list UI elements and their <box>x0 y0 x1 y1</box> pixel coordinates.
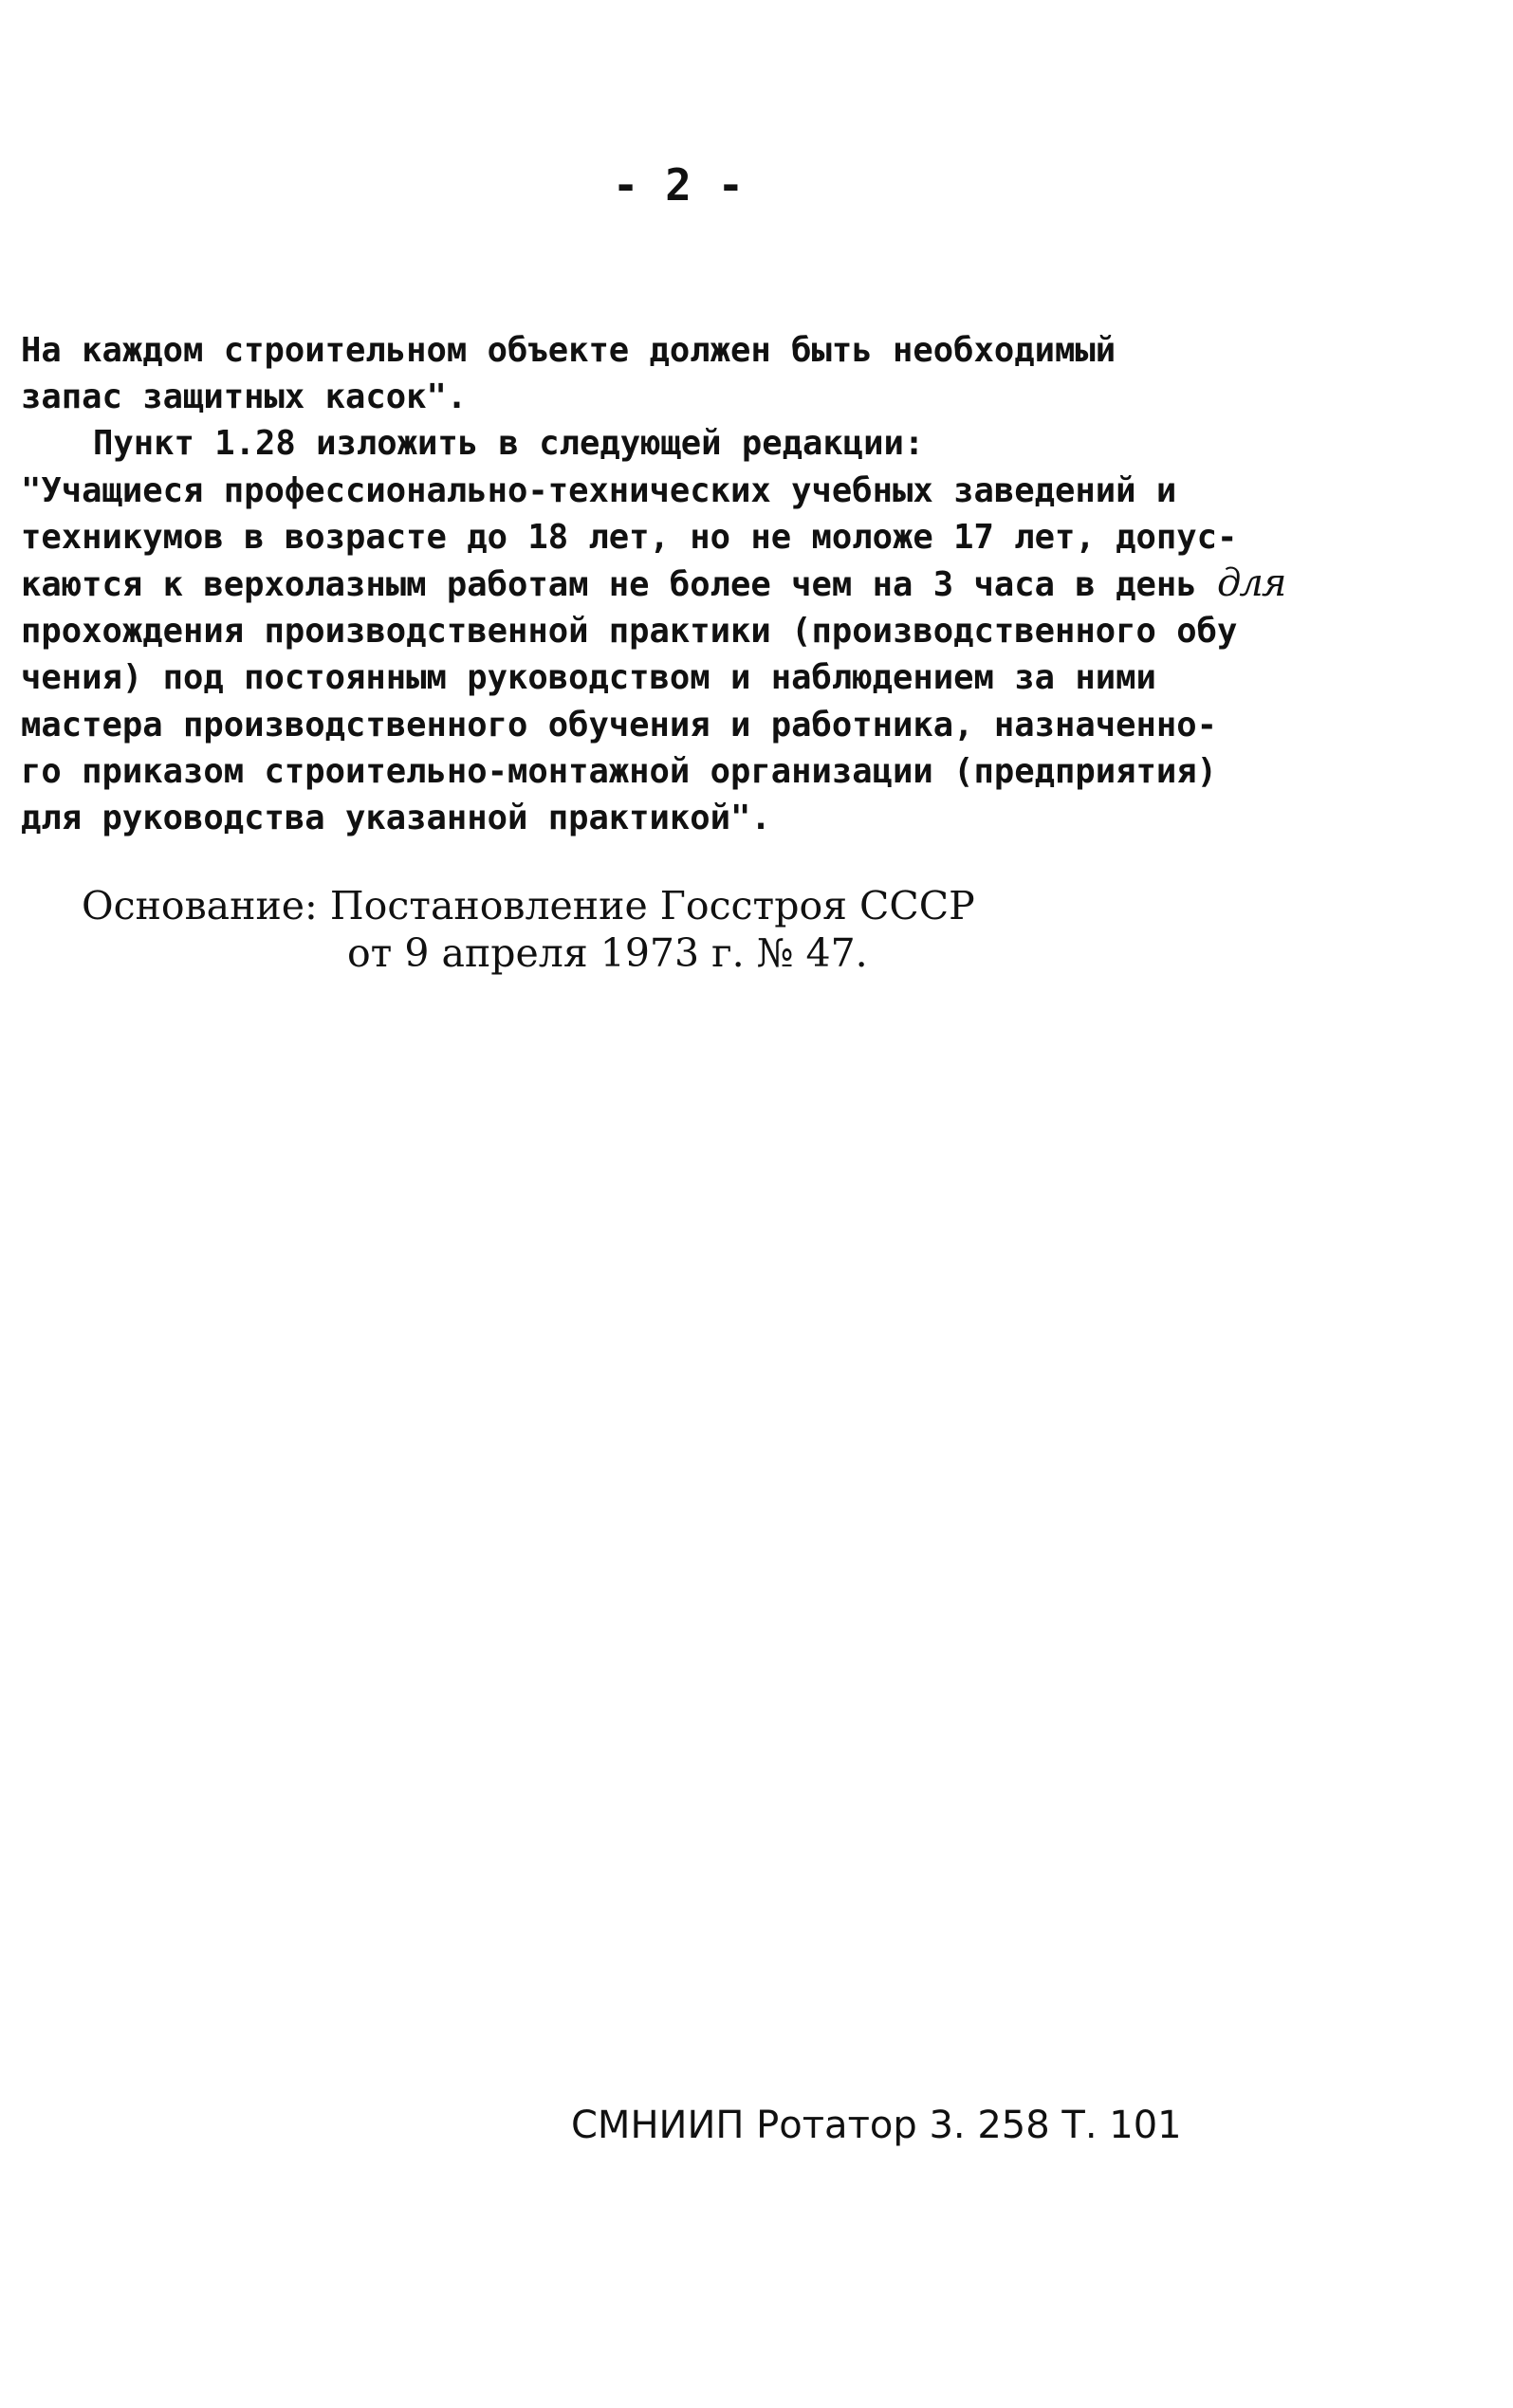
handwritten-insert: для <box>1217 561 1285 606</box>
text-line-6-wrap <box>21 561 1482 608</box>
text-line-1: На каждом строительном объекте должен быть необходимый <box>21 331 1116 370</box>
footer-text: СМНИИП Ротатор 3. 258 Т. 101 <box>571 2104 1182 2147</box>
text-line-7: прохождения производственной практики (производственного обу <box>21 612 1238 652</box>
body-text <box>21 327 1482 841</box>
text-line-2: запас защитных касок". <box>21 377 468 417</box>
text-line-5: техникумов в возрасте до 18 лет, но не моложе 17 лет, допус- <box>21 517 1238 557</box>
basis-line-2: от 9 апреля 1973 г. № 47. <box>347 930 868 976</box>
basis-reference <box>82 882 975 977</box>
text-line-10: го приказом строительно-монтажной организации (предприятия) <box>21 751 1217 791</box>
text-line-3: Пункт 1.28 изложить в следующей редакции: <box>93 424 925 464</box>
basis-line-1: Основание: Постановление Госстроя СССР <box>82 883 975 928</box>
printer-footer <box>571 2104 1182 2147</box>
text-line-11: для руководства указанной практикой". <box>21 799 771 838</box>
text-line-9: мастера производственного обучения и работника, назначенно- <box>21 705 1217 744</box>
page-number: - 2 - <box>612 159 745 211</box>
text-line-4: "Учащиеся профессионально-технических учебных заведений и <box>21 470 1177 510</box>
text-line-8: чения) под постоянным руководством и наблюдением за ними <box>21 658 1156 698</box>
text-line-6: каются к верхолазным работам не более чем на 3 часа в день <box>21 565 1197 605</box>
